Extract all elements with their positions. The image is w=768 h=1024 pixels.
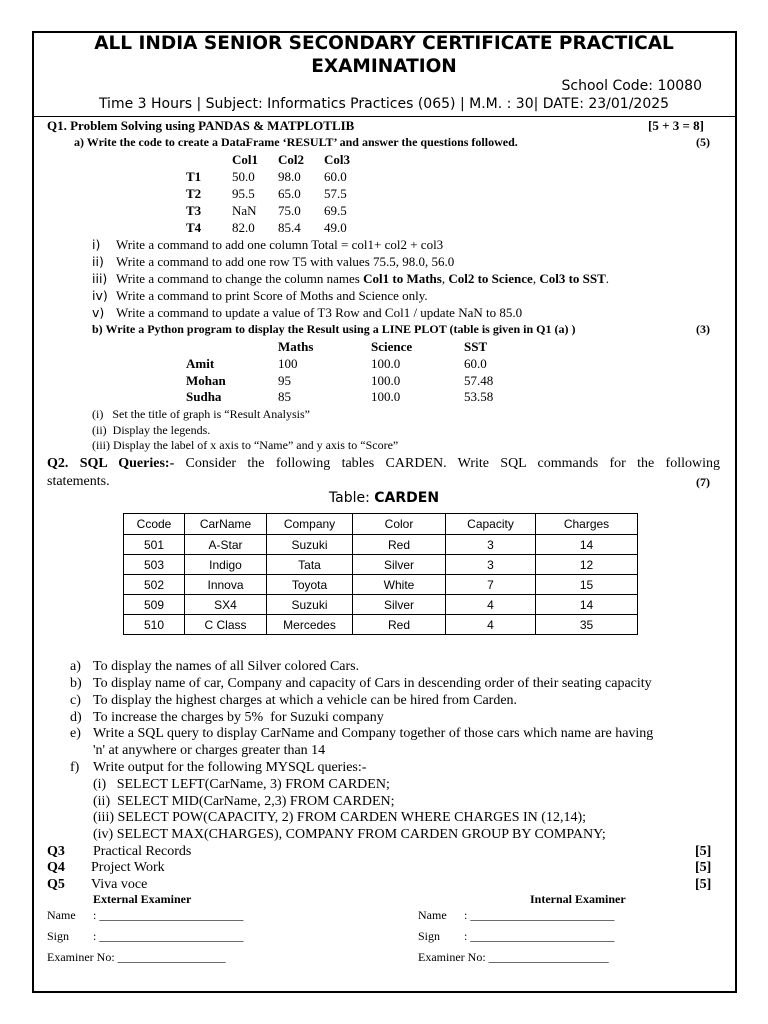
q1-part-b: b) Write a Python program to display the Result using a LINE PLOT (table is given in Q1 (a) ) xyxy=(92,322,576,336)
plot-cell: 57.48 xyxy=(464,373,494,388)
df-row-label: T1 xyxy=(186,169,202,184)
table-cell: White xyxy=(353,575,446,595)
df-row-label: T3 xyxy=(186,203,202,218)
ext-sign-line: : ________________________ xyxy=(93,929,244,943)
table-row xyxy=(124,575,638,595)
plot-cell: 100 xyxy=(278,356,298,371)
column-header: Color xyxy=(353,514,446,535)
ext-name-label: Name xyxy=(47,908,76,922)
table-cell: Red xyxy=(353,615,446,635)
column-header: Company xyxy=(267,514,353,535)
carden-table-title xyxy=(0,490,768,506)
q1-item-text xyxy=(116,271,609,287)
q2-item-label: b) xyxy=(70,676,82,691)
question-marks: [5] xyxy=(695,860,712,875)
table-cell: Toyota xyxy=(267,575,353,595)
table-cell: 4 xyxy=(446,615,536,635)
df-row-label: T2 xyxy=(186,186,202,201)
plot-row-name: Sudha xyxy=(186,389,222,404)
q2-intro-text: Consider the following tables CARDEN. Write SQL commands for the following xyxy=(185,456,720,471)
df-cell: 50.0 xyxy=(232,169,255,184)
table-cell: Innova xyxy=(185,575,267,595)
table-cell: 510 xyxy=(124,615,185,635)
q1-item-text-bold: Col1 to Maths xyxy=(363,271,442,286)
q2-item-label: d) xyxy=(70,710,82,725)
table-cell: SX4 xyxy=(185,595,267,615)
df-cell: 57.5 xyxy=(324,186,347,201)
df-col-header: Col3 xyxy=(324,152,350,167)
sql-query: (iv) SELECT MAX(CHARGES), COMPANY FROM CARDEN GROUP BY COMPANY; xyxy=(93,827,606,842)
table-row xyxy=(124,535,638,555)
table-cell: A-Star xyxy=(185,535,267,555)
df-col-header: Col1 xyxy=(232,152,258,167)
table-title-prefix: Table: xyxy=(328,490,375,506)
df-cell: 60.0 xyxy=(324,169,347,184)
exam-title-line1: ALL INDIA SENIOR SECONDARY CERTIFICATE PRACTICAL xyxy=(94,33,674,54)
table-cell: 501 xyxy=(124,535,185,555)
q2-item-text: Write output for the following MYSQL queries:- xyxy=(93,760,367,775)
q1-item-text: Write a command to add one column Total = col1+ col2 + col3 xyxy=(116,237,444,252)
q1-item-text: Write a command to print Score of Moths and Science only. xyxy=(116,288,428,303)
int-examiner-no: Examiner No: ____________________ xyxy=(418,950,609,964)
column-header: Capacity xyxy=(446,514,536,535)
table-title-name: CARDEN xyxy=(374,490,440,506)
external-examiner-title: External Examiner xyxy=(93,892,192,906)
table-cell: Red xyxy=(353,535,446,555)
q2-item-label: c) xyxy=(70,693,81,708)
plot-task: (i) Set the title of graph is “Result Analysis” xyxy=(92,407,310,421)
q2-item-text: To display name of car, Company and capacity of Cars in descending order of their seating capacity xyxy=(93,676,652,691)
table-cell: 14 xyxy=(536,595,638,615)
q2-item-text: To increase the charges by 5% for Suzuki company xyxy=(93,710,384,725)
q1-item-text-bold: Col2 to Science xyxy=(448,271,533,286)
q1-item-text-part: , xyxy=(532,271,540,286)
table-header-row xyxy=(124,514,638,535)
q1-part-a: a) Write the code to create a DataFrame ‘RESULT’ and answer the questions followed. xyxy=(74,135,518,149)
column-header: Ccode xyxy=(124,514,185,535)
int-sign-label: Sign xyxy=(418,929,441,943)
plot-col-header: Maths xyxy=(278,339,314,354)
q2-item-label: e) xyxy=(70,726,81,741)
plot-cell: 53.58 xyxy=(464,389,494,404)
plot-task: (ii) Display the legends. xyxy=(92,423,211,437)
plot-row-name: Mohan xyxy=(186,373,226,388)
question-marks: [5] xyxy=(695,877,712,892)
column-header: Charges xyxy=(536,514,638,535)
plot-task: (iii) Display the label of x axis to “Name” and y axis to “Score” xyxy=(92,438,399,452)
q2-intro-line2: statements. xyxy=(47,474,110,489)
internal-examiner-title: Internal Examiner xyxy=(530,892,626,906)
q1-part-b-marks: (3) xyxy=(696,322,710,336)
df-cell: 75.0 xyxy=(278,203,301,218)
table-cell: Indigo xyxy=(185,555,267,575)
df-cell: 98.0 xyxy=(278,169,301,184)
question-text: Practical Records xyxy=(93,844,192,859)
question-marks: [5] xyxy=(695,844,712,859)
plot-cell: 95 xyxy=(278,373,291,388)
q1-item-text: Write a command to update a value of T3 Row and Col1 / update NaN to 85.0 xyxy=(116,305,523,320)
q2-item-text: To display the names of all Silver colored Cars. xyxy=(93,659,360,674)
int-name-label: Name xyxy=(418,908,447,922)
q1-item-num: iv) xyxy=(92,288,108,303)
q2-item-text-cont: 'n' at anywhere or charges greater than 14 xyxy=(93,743,326,758)
q1-item-text-part: , xyxy=(441,271,449,286)
q1-heading: Q1. Problem Solving using PANDAS & MATPLOTLIB xyxy=(47,118,355,133)
df-cell: NaN xyxy=(232,203,257,218)
table-cell: 15 xyxy=(536,575,638,595)
table-cell: 4 xyxy=(446,595,536,615)
carden-table xyxy=(123,513,638,635)
int-name-line: : ________________________ xyxy=(464,908,615,922)
table-cell: Mercedes xyxy=(267,615,353,635)
df-cell: 69.5 xyxy=(324,203,347,218)
table-cell: Suzuki xyxy=(267,535,353,555)
table-cell: Silver xyxy=(353,555,446,575)
table-cell: 503 xyxy=(124,555,185,575)
question-num: Q3 xyxy=(47,844,65,859)
table-cell: 35 xyxy=(536,615,638,635)
question-text: Project Work xyxy=(91,860,165,875)
q2-marks: (7) xyxy=(696,475,710,489)
sql-query: (ii) SELECT MID(CarName, 2,3) FROM CARDEN; xyxy=(93,794,395,809)
df-row-label: T4 xyxy=(186,220,202,235)
q1-marks: [5 + 3 = 8] xyxy=(648,118,704,133)
school-code: School Code: 10080 xyxy=(561,78,702,94)
q1-item-num: ii) xyxy=(92,254,104,269)
exam-info-line: Time 3 Hours | Subject: Informatics Practices (065) | M.M. : 30| DATE: 23/01/2025 xyxy=(98,96,670,112)
plot-cell: 100.0 xyxy=(371,389,401,404)
table-cell: C Class xyxy=(185,615,267,635)
column-header: CarName xyxy=(185,514,267,535)
q1-item-num: v) xyxy=(92,305,105,320)
q2-item-text: Write a SQL query to display CarName and Company together of those cars which name are having xyxy=(93,726,654,741)
q1-item-text-part: Write a command to change the column names xyxy=(116,271,364,286)
df-col-header: Col2 xyxy=(278,152,304,167)
df-cell: 49.0 xyxy=(324,220,347,235)
question-num: Q4 xyxy=(47,860,65,875)
question-num: Q5 xyxy=(47,877,65,892)
q1-item-text-bold: Col3 to SST xyxy=(539,271,606,286)
sql-query: (i) SELECT LEFT(CarName, 3) FROM CARDEN; xyxy=(93,777,390,792)
df-cell: 85.4 xyxy=(278,220,301,235)
df-cell: 95.5 xyxy=(232,186,255,201)
exam-title-line2: EXAMINATION xyxy=(311,56,457,77)
table-cell: 3 xyxy=(446,535,536,555)
q1-item-num: i) xyxy=(92,237,101,252)
table-cell: Tata xyxy=(267,555,353,575)
q2-item-label: f) xyxy=(70,760,80,775)
table-row xyxy=(124,595,638,615)
table-cell: 12 xyxy=(536,555,638,575)
q2-label: Q2. SQL Queries:- xyxy=(47,456,175,471)
ext-examiner-no: Examiner No: __________________ xyxy=(47,950,226,964)
table-cell: 3 xyxy=(446,555,536,575)
table-cell: 509 xyxy=(124,595,185,615)
q1-item-num: iii) xyxy=(92,271,108,286)
plot-cell: 85 xyxy=(278,389,291,404)
q1-item-text: Write a command to add one row T5 with values 75.5, 98.0, 56.0 xyxy=(116,254,455,269)
plot-col-header: Science xyxy=(371,339,413,354)
q1-item-text-part: . xyxy=(605,271,610,286)
table-cell: 502 xyxy=(124,575,185,595)
plot-cell: 60.0 xyxy=(464,356,487,371)
plot-cell: 100.0 xyxy=(371,356,401,371)
table-cell: 14 xyxy=(536,535,638,555)
table-cell: Silver xyxy=(353,595,446,615)
ext-sign-label: Sign xyxy=(47,929,70,943)
df-cell: 82.0 xyxy=(232,220,255,235)
table-cell: Suzuki xyxy=(267,595,353,615)
sql-query: (iii) SELECT POW(CAPACITY, 2) FROM CARDEN WHERE CHARGES IN (12,14); xyxy=(93,810,587,825)
table-row xyxy=(124,555,638,575)
q2-item-text: To display the highest charges at which a vehicle can be hired from Carden. xyxy=(93,693,518,708)
question-text: Viva voce xyxy=(91,877,148,892)
q2-intro xyxy=(47,455,720,472)
plot-cell: 100.0 xyxy=(371,373,401,388)
ext-name-line: : ________________________ xyxy=(93,908,244,922)
q1-part-a-marks: (5) xyxy=(696,135,710,149)
header-divider xyxy=(33,116,736,117)
table-row xyxy=(124,615,638,635)
plot-col-header: SST xyxy=(464,339,488,354)
df-cell: 65.0 xyxy=(278,186,301,201)
plot-row-name: Amit xyxy=(186,356,215,371)
table-cell: 7 xyxy=(446,575,536,595)
q2-item-label: a) xyxy=(70,659,81,674)
int-sign-line: : ________________________ xyxy=(464,929,615,943)
